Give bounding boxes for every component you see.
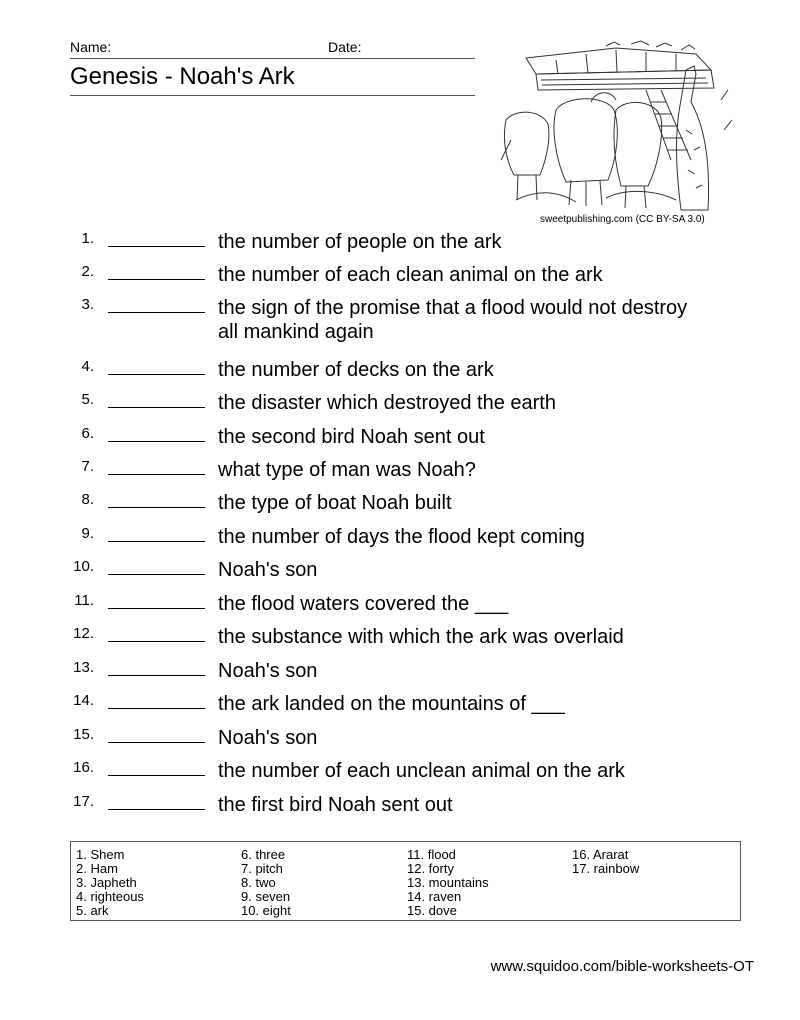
word-bank-entry: 10. eight <box>241 903 291 918</box>
answer-blank[interactable] <box>108 741 205 743</box>
question-number: 2. <box>81 263 94 280</box>
question-text: Noah's son <box>218 660 318 682</box>
question-text: the flood waters covered the ___ <box>218 593 509 615</box>
answer-blank[interactable] <box>108 506 205 508</box>
word-bank-entry: 15. dove <box>407 903 457 918</box>
answer-blank[interactable] <box>108 540 205 542</box>
answer-blank[interactable] <box>108 311 205 313</box>
question-text: Noah's son <box>218 559 318 581</box>
question-text: the number of each clean animal on the ark <box>218 264 603 286</box>
question-text: what type of man was Noah? <box>218 459 476 481</box>
answer-blank[interactable] <box>108 640 205 642</box>
question-text: the number of days the flood kept coming <box>218 526 585 548</box>
question-number: 14. <box>73 692 94 709</box>
question-number: 7. <box>81 458 94 475</box>
word-bank-entry: 9. seven <box>241 889 291 904</box>
answer-blank[interactable] <box>108 373 205 375</box>
question-number: 3. <box>81 296 94 313</box>
answer-blank[interactable] <box>108 774 205 776</box>
question-text: Noah's son <box>218 727 318 749</box>
question-number: 11. <box>74 592 94 609</box>
question-number: 6. <box>81 425 94 442</box>
question-text: the sign of the promise that a flood would not destroy all mankind again <box>218 297 688 343</box>
answer-blank[interactable] <box>108 573 205 575</box>
question-text: the second bird Noah sent out <box>218 426 485 448</box>
question-text: the substance with which the ark was overlaid <box>218 626 624 648</box>
question-number: 8. <box>81 491 94 508</box>
word-bank-column <box>76 848 144 918</box>
answer-blank[interactable] <box>108 808 205 810</box>
answer-blank[interactable] <box>108 674 205 676</box>
answer-blank[interactable] <box>108 707 205 709</box>
question-text: the type of boat Noah built <box>218 492 452 514</box>
answer-blank[interactable] <box>108 406 205 408</box>
question-text: the first bird Noah sent out <box>218 794 453 816</box>
question-text: the disaster which destroyed the earth <box>218 392 556 414</box>
name-label: Name: <box>70 39 112 55</box>
question-number: 12. <box>73 625 94 642</box>
word-bank-entry: 6. three <box>241 847 286 862</box>
word-bank <box>70 841 741 921</box>
question-number: 9. <box>81 525 94 542</box>
question-text: the number of each unclean animal on the ark <box>218 760 625 782</box>
word-bank-entry: 13. mountains <box>407 875 489 890</box>
question-number: 13. <box>73 659 94 676</box>
word-bank-column <box>407 848 489 918</box>
word-bank-column <box>241 848 291 918</box>
question-number: 17. <box>73 793 94 810</box>
worksheet-title: Genesis - Noah's Ark <box>70 63 475 96</box>
answer-blank[interactable] <box>108 473 205 475</box>
word-bank-entry: 1. Shem <box>76 847 125 862</box>
word-bank-entry: 12. forty <box>407 861 454 876</box>
word-bank-entry: 14. raven <box>407 889 462 904</box>
word-bank-entry: 4. righteous <box>76 889 144 904</box>
answer-blank[interactable] <box>108 607 205 609</box>
word-bank-entry: 3. Japheth <box>76 875 137 890</box>
word-bank-entry: 2. Ham <box>76 861 118 876</box>
answer-blank[interactable] <box>108 245 205 247</box>
word-bank-entry: 7. pitch <box>241 861 283 876</box>
word-bank-entry: 11. flood <box>407 847 456 862</box>
answer-blank[interactable] <box>108 440 205 442</box>
question-number: 4. <box>81 358 94 375</box>
question-number: 15. <box>73 726 94 743</box>
question-text: the ark landed on the mountains of ___ <box>218 693 565 715</box>
question-text: the number of people on the ark <box>218 231 502 253</box>
question-text: the number of decks on the ark <box>218 359 494 381</box>
question-number: 10. <box>73 558 94 575</box>
answer-blank[interactable] <box>108 278 205 280</box>
word-bank-entry: 17. rainbow <box>572 861 640 876</box>
date-label: Date: <box>328 39 362 55</box>
footer-url: www.squidoo.com/bible-worksheets-OT <box>490 958 754 975</box>
header-name-date-line <box>70 38 475 59</box>
word-bank-entry: 5. ark <box>76 903 109 918</box>
word-bank-column <box>572 848 639 876</box>
image-credit: sweetpublishing.com (CC BY-SA 3.0) <box>540 214 705 225</box>
word-bank-entry: 16. Ararat <box>572 847 629 862</box>
question-number: 1. <box>81 230 94 247</box>
word-bank-entry: 8. two <box>241 875 276 890</box>
question-number: 16. <box>73 759 94 776</box>
ark-illustration <box>496 40 734 212</box>
question-number: 5. <box>81 391 94 408</box>
